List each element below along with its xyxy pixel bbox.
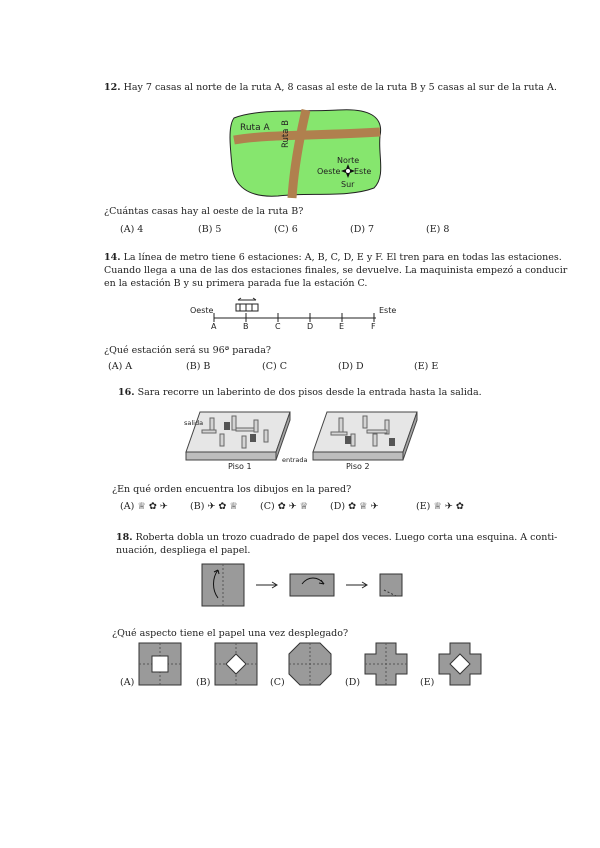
station-a: A xyxy=(211,322,217,331)
q16-text: Sara recorre un laberinto de dos pisos desde la entrada hasta la salida. xyxy=(137,387,482,398)
station-d: D xyxy=(307,322,314,331)
q14-question: ¿Qué estación será su 96ª parada? xyxy=(104,345,271,356)
q16-option-a-label: (A) xyxy=(120,501,135,512)
q16-option-b-label: (B) xyxy=(190,501,205,512)
maze-label-entrada: entrada xyxy=(282,456,308,464)
map-label-ruta-a: Ruta A xyxy=(240,123,270,133)
q16-option-d-drawings: ✿ ♕ ✈ xyxy=(348,501,379,512)
q12-text: Hay 7 casas al norte de la ruta A, 8 casas al este de la ruta B y 5 casas al sur de la ruta A. xyxy=(123,82,557,93)
q16-option-c[interactable] xyxy=(260,501,308,512)
map-label-este: Este xyxy=(354,167,372,176)
q14-metro-line xyxy=(210,296,380,332)
q16-option-a-drawings: ♕ ✿ ✈ xyxy=(137,501,168,512)
q16-option-e-drawings: ♕ ✈ ✿ xyxy=(433,501,464,512)
q14-option-a[interactable]: (A) A xyxy=(108,361,133,372)
q18-statement-line2: nuación, despliega el papel. xyxy=(116,545,251,556)
q12-option-a[interactable]: (A) 4 xyxy=(120,224,144,235)
q12-option-b[interactable]: (B) 5 xyxy=(198,224,222,235)
q12-statement xyxy=(104,82,557,93)
fold-sequence xyxy=(200,562,410,608)
q12-option-c[interactable]: (C) 6 xyxy=(274,224,298,235)
q14-option-d[interactable]: (D) D xyxy=(338,361,364,372)
q18-option-e[interactable]: (E) xyxy=(420,677,435,688)
q14-statement-line3: en la estación B y su primera parada fue la estación C. xyxy=(104,278,368,289)
map-label-norte: Norte xyxy=(337,156,360,165)
q12-option-e[interactable]: (E) 8 xyxy=(426,224,450,235)
q14-number: 14. xyxy=(104,252,121,263)
maze-label-piso1: Piso 1 xyxy=(228,462,252,471)
q18-statement-line1 xyxy=(116,532,557,543)
map-label-ruta-b: Ruta B xyxy=(281,120,291,148)
q18-question: ¿Qué aspecto tiene el papel una vez desplegado? xyxy=(112,628,349,639)
q18-option-a-shape xyxy=(138,642,182,686)
q16-option-c-drawings: ✿ ✈ ♕ xyxy=(277,501,309,512)
q14-option-e[interactable]: (E) E xyxy=(414,361,439,372)
q18-option-d[interactable]: (D) xyxy=(345,677,361,688)
maze-label-piso2: Piso 2 xyxy=(346,462,370,471)
q18-option-c[interactable]: (C) xyxy=(270,677,285,688)
maze-floor-2 xyxy=(307,408,427,464)
q18-option-b-shape xyxy=(214,642,258,686)
q18-option-e-shape xyxy=(438,642,482,686)
metro-label-este: Este xyxy=(379,306,397,315)
map-label-oeste: Oeste xyxy=(317,167,341,176)
q16-statement xyxy=(118,387,482,398)
maze-label-salida: salida xyxy=(184,419,204,427)
q18-text-1: Roberta dobla un trozo cuadrado de papel dos veces. Luego corta una esquina. A conti- xyxy=(135,532,558,543)
q16-number: 16. xyxy=(118,387,135,398)
station-e: E xyxy=(339,322,345,331)
q14-statement-line2: Cuando llega a una de las dos estaciones finales, se devuelve. La maquinista empezó a conducir xyxy=(104,265,568,276)
q16-option-e-label: (E) xyxy=(416,501,431,512)
q16-option-d[interactable] xyxy=(330,501,379,512)
q16-option-b-drawings: ✈ ✿ ♕ xyxy=(207,501,238,512)
q12-number: 12. xyxy=(104,82,121,93)
q14-option-c[interactable]: (C) C xyxy=(262,361,287,372)
q16-option-a[interactable] xyxy=(120,501,168,512)
q16-question: ¿En qué orden encuentra los dibujos en la pared? xyxy=(112,484,352,495)
q12-question: ¿Cuántas casas hay al oeste de la ruta B? xyxy=(104,206,304,217)
q18-option-c-shape xyxy=(288,642,332,686)
map-label-sur: Sur xyxy=(341,180,355,189)
q18-option-b[interactable]: (B) xyxy=(196,677,211,688)
q18-number: 18. xyxy=(116,532,133,543)
station-f: F xyxy=(371,322,376,331)
station-b: B xyxy=(243,322,249,331)
q14-text-1: La línea de metro tiene 6 estaciones: A, B, C, D, E y F. El tren para en todas las estaciones. xyxy=(123,252,562,263)
metro-label-oeste: Oeste xyxy=(190,306,214,315)
q18-option-d-shape xyxy=(364,642,408,686)
q12-map xyxy=(228,106,388,198)
q14-option-b[interactable]: (B) B xyxy=(186,361,211,372)
q14-statement-line1 xyxy=(104,252,562,263)
q16-option-c-label: (C) xyxy=(260,501,275,512)
q18-option-a[interactable]: (A) xyxy=(120,677,135,688)
q16-option-e[interactable] xyxy=(416,501,464,512)
station-c: C xyxy=(275,322,281,331)
train-icon xyxy=(236,298,258,311)
q16-option-b[interactable] xyxy=(190,501,238,512)
q16-option-d-label: (D) xyxy=(330,501,346,512)
q12-option-d[interactable]: (D) 7 xyxy=(350,224,375,235)
